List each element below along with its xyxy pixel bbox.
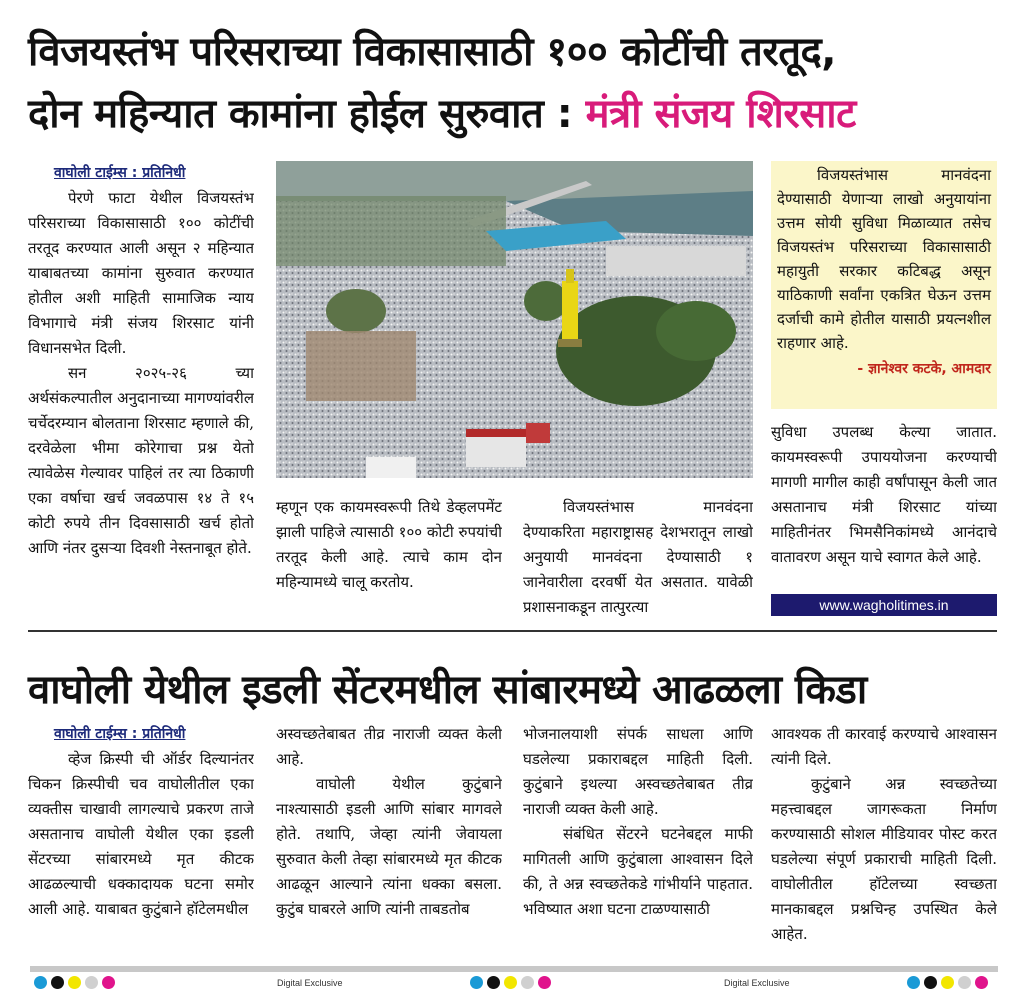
footer-bar [30, 966, 998, 972]
quote-text: विजयस्तंभास मानवंदना देण्यासाठी येणाऱ्या लाखो अनुयायांना उत्तम सोयी सुविधा मिळाव्यात तसेच विजयस्तंभ परिसराच्या विकासासाठी महायुती सरकार कटिबद्ध असून याठिकाणी सर्वांना एकत्रित घेऊन उत्तम दर्जाची कामे होतील यासाठी प्रयत्नशील राहणार आहे. [777, 166, 991, 352]
registration-marks-center [470, 976, 551, 989]
story1-column-3 [523, 495, 753, 621]
registration-dot [958, 976, 971, 989]
story1-col3-paragraph: विजयस्तंभास मानवंदना देण्याकरिता महाराष्ट्रासह देशभरातून लाखो अनुयायी मानवंदना देण्यासाठी १ जानेवारीला दरवर्षी येत असतात. यावेळी प्रशासनाकडून तात्पुरत्या [523, 498, 753, 616]
footer-label-left: Digital Exclusive [277, 978, 343, 988]
story2-col4-paragraph-1: आवश्यक ती कारवाई करण्याचे आश्वासन त्यांनी दिले. [771, 725, 997, 768]
story2-column-4 [771, 722, 997, 954]
registration-marks-right [907, 976, 988, 989]
registration-dot [521, 976, 534, 989]
story1-column-4 [771, 420, 997, 592]
registration-dot [102, 976, 115, 989]
photo-illustration [276, 161, 753, 478]
quote-box [771, 161, 997, 409]
story2-col4-paragraph-2: कुटुंबाने अन्न स्वच्छतेच्या महत्त्वाबद्दल जागरूकता निर्माण करण्यासाठी सोशल मीडियावर पोस्ट करत घडलेल्या संपूर्ण प्रकाराची माहिती दिली. वाघोलीतील हॉटेलच्या स्वच्छता मानकाबद्दल प्रश्नचिन्ह उपस्थित केले आहेत. [771, 775, 997, 943]
story2-col3-paragraph-1: भोजनालयाशी संपर्क साधला आणि घडलेल्या प्रकाराबद्दल माहिती दिली. कुटुंबाने इथल्या अस्वच्छतेबाबत तीव्र नाराजी व्यक्त केली आहे. [523, 725, 753, 818]
registration-dot [975, 976, 988, 989]
story1-col4-paragraph: सुविधा उपलब्ध केल्या जातात. कायमस्वरूपी उपाययोजना करण्याची मागणी मागील काही वर्षांपासून केली जात असतानाच मंत्री शिरसाट यांच्या माहितीनंतर भिमसैनिकांमध्ये आनंदाचे वातावरण असून याचे स्वागत केले आहे. [771, 423, 997, 566]
story2-column-3 [523, 722, 753, 954]
registration-dot [51, 976, 64, 989]
story2-col3-paragraph-2: संबंधित सेंटरने घटनेबद्दल माफी मागितली आणि कुटुंबाला आश्वासन दिले की, ते अन्न स्वच्छतेकडे गांभीर्याने पाहतात. भविष्यात अशा घटना टाळण्यासाठी [523, 825, 753, 918]
registration-dot [907, 976, 920, 989]
story1-column-2 [276, 495, 502, 621]
story1-col1-paragraph-2: सन २०२५-२६ च्या अर्थसंकल्पातील अनुदानाच्या मागण्यांवरील चर्चेदरम्यान बोलताना शिरसाट म्हणाले की, दरवेळेला भीमा कोरेगाचा प्रश्न येतो त्यावेळेस गेल्यावर पाहिलं तर त्या ठिकाणी एका वर्षाचा खर्च जवळपास १४ ते १५ कोटी रुपये तीन दिवसासाठी खर्च होतो आणि नंतर दुसऱ्या दिवशी नेस्तनाबूत होते. [28, 364, 254, 557]
registration-dot [487, 976, 500, 989]
story2-byline: वाघोली टाईम्स : प्रतिनिधी [54, 726, 186, 742]
story2-column-1 [28, 722, 254, 954]
vijaystambh-aerial-photo [276, 161, 753, 478]
story2-headline: वाघोली येथील इडली सेंटरमधील सांबारमध्ये आढळला किडा [28, 667, 867, 713]
story2-column-2 [276, 722, 502, 954]
registration-dot [34, 976, 47, 989]
section-divider [28, 630, 997, 632]
story2-col2-paragraph-1: अस्वच्छतेबाबत तीव्र नाराजी व्यक्त केली आहे. [276, 725, 502, 768]
story1-headline-line2 [28, 84, 1024, 139]
story1-headline-main: दोन महिन्यात कामांना होईल सुरुवात : [28, 91, 586, 137]
registration-dot [538, 976, 551, 989]
quote-attribution: - ज्ञानेश्वर कटके, आमदार [857, 361, 991, 377]
story2-col1-paragraph: व्हेज क्रिस्पी ची ऑर्डर दिल्यानंतर चिकन क्रिस्पीची चव वाघोलीतील एका व्यक्तीस चाखावी लागल्याचे प्रकरण ताजे असतानाच वाघोली येथील एका इडली सेंटरच्या सांबारमध्ये मृत कीटक आढळल्याची धक्कादायक घटना समोर आली आहे. याबाबत कुटुंबाने हॉटेलमधील [28, 750, 254, 918]
website-link[interactable]: www.wagholitimes.in [771, 594, 997, 616]
story2-col2-paragraph-2: वाघोली येथील कुटुंबाने नाश्त्यासाठी इडली आणि सांबार मागवले होते. तथापि, जेव्हा त्यांनी जेवायला सुरुवात केली तेव्हा सांबारमध्ये मृत कीटक आढळून आल्याने त्यांना धक्का बसला. कुटुंब घाबरले आणि त्यांनी ताबडतोब [276, 775, 502, 918]
story1-column-1 [28, 161, 254, 621]
story1-headline-line1: विजयस्तंभ परिसराच्या विकासासाठी १०० कोटींची तरतूद, [28, 29, 836, 75]
registration-dot [68, 976, 81, 989]
registration-dot [941, 976, 954, 989]
registration-dot [85, 976, 98, 989]
registration-dot [924, 976, 937, 989]
story1-col1-paragraph-1: पेरणे फाटा येथील विजयस्तंभ परिसराच्या विकासासाठी १०० कोटींची तरतूद करण्यात आली असून २ महिन्यात याबाबतच्या कामांना सुरुवात करण्यात होतील अशी माहिती सामाजिक न्याय विभागाचे मंत्री संजय शिरसाट यांनी विधानसभेत दिली. [28, 189, 254, 357]
registration-dot [470, 976, 483, 989]
registration-marks-left [34, 976, 115, 989]
story1-col2-paragraph: म्हणून एक कायमस्वरूपी तिथे डेव्हलपमेंट झाली पाहिजे त्यासाठी १०० कोटी रुपयांची तरतूद केली आहे. त्याचे काम दोन महिन्यामध्ये चालू करतोय. [276, 498, 502, 591]
registration-dot [504, 976, 517, 989]
footer-label-right: Digital Exclusive [724, 978, 790, 988]
story1-byline: वाघोली टाईम्स : प्रतिनिधी [54, 165, 186, 181]
story1-headline-accent: मंत्री संजय शिरसाट [585, 91, 856, 137]
